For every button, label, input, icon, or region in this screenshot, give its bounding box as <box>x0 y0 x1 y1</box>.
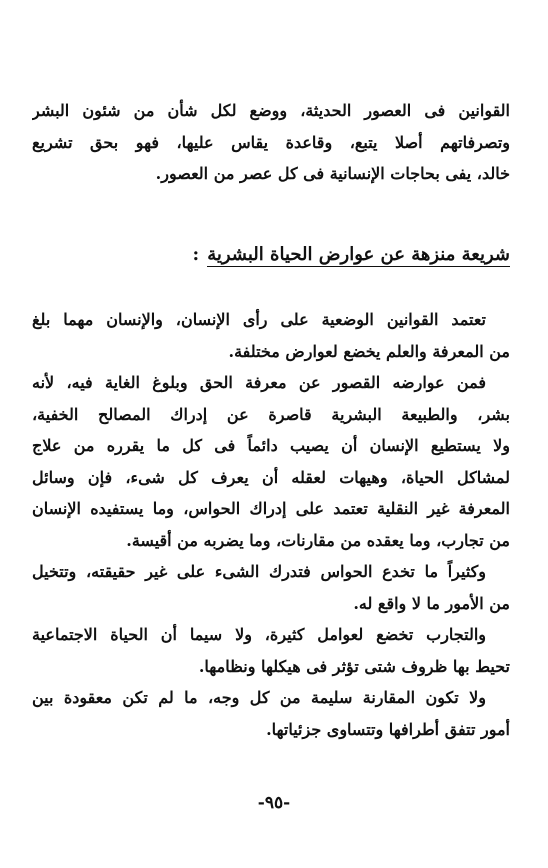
page-number: -٩٥- <box>257 793 291 813</box>
section-heading-colon: : <box>192 244 200 265</box>
text-line: من الأمور ما لا واقع له. <box>353 593 510 613</box>
intro-paragraph <box>32 95 510 190</box>
section-body <box>32 304 510 745</box>
text-line: ولا تكون المقارنة سليمة من كل وجه، ما لم تكن معقودة بين <box>32 688 486 707</box>
text-line: فمن عوارضه القصور عن معرفة الحق وبلوغ الغاية فيه، لأنه <box>32 373 486 392</box>
text-line: وتصرفاتهم أصلا يتبع، وقاعدة يقاس عليها، فهو بحق تشريع <box>32 132 510 152</box>
text-line: ولا يستطيع الإنسان أن يصيب دائماً فى كل ما يقرره من علاج <box>32 436 510 455</box>
text-line: تعتمد القوانين الوضعية على رأى الإنسان، والإنسان مهما بلغ <box>32 310 486 329</box>
text-line: والتجارب تخضع لعوامل كثيرة، ولا سيما أن الحياة الاجتماعية <box>32 625 486 644</box>
text-line: خالد، يفى بحاجات الإنسانية فى كل عصر من العصور. <box>155 164 510 183</box>
text-line: المعرفة غير النقلية تعتمد على إدراك الحواس، وما يستفيده الإنسان <box>32 499 510 518</box>
text-line: من المعرفة والعلم يخضع لعوارض مختلفة. <box>228 341 510 361</box>
text-line: من تجارب، وما يعقده من مقارنات، وما يضربه من أقيسة. <box>126 530 510 550</box>
text-line: تحيط بها ظروف شتى تؤثر فى هيكلها ونظامها. <box>198 656 510 676</box>
text-line: وكثيراً ما تخدع الحواس فتدرك الشىء على غير حقيقته، وتتخيل <box>32 562 487 581</box>
section-heading <box>193 240 510 270</box>
text-line: لمشاكل الحياة، وهيهات لعقله أن يعرف كل شىء، فإن وسائل <box>32 467 510 487</box>
section-heading-text: شريعة منزهة عن عوارض الحياة البشرية <box>207 244 510 265</box>
text-line: أمور تتفق أطرافها وتتساوى جزئياتها. <box>266 719 510 739</box>
text-line: القوانين فى العصور الحديثة، ووضع لكل شأن من شئون البشر <box>32 101 510 120</box>
text-line: بشر، والطبيعة البشرية قاصرة عن إدراك المصالح الخفية، <box>32 404 510 424</box>
